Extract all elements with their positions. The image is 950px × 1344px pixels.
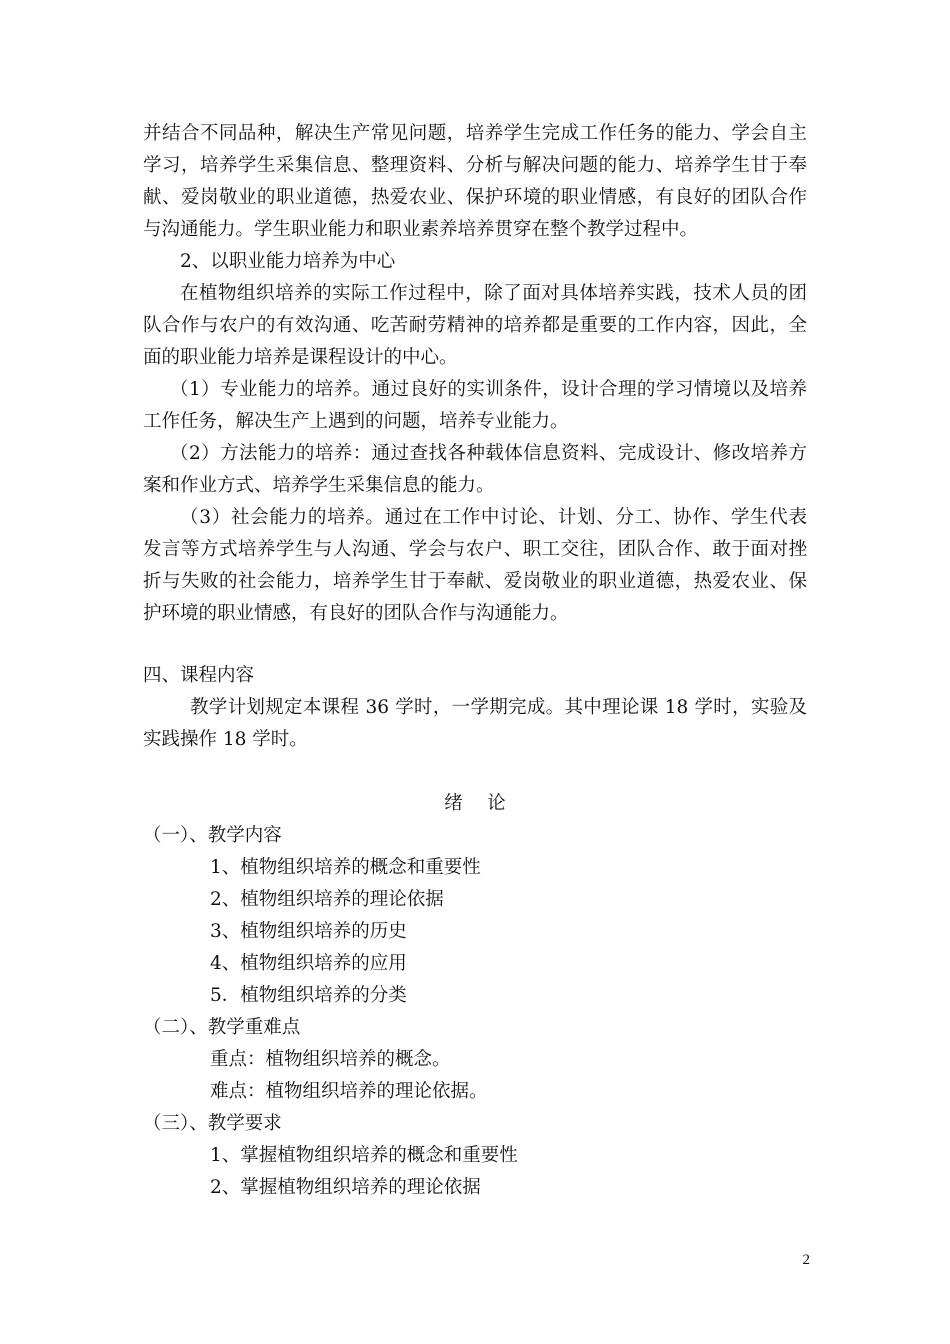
- key-point: 重点：植物组织培养的概念。: [210, 1049, 451, 1070]
- item3-line: （3）社会能力的培养。通过在工作中讨论、计划、分工、协作、学生代表: [180, 507, 807, 528]
- content-item: 2、植物组织培养的理论依据: [210, 889, 444, 910]
- para2-line: 面的职业能力培养是课程设计的中心。: [143, 347, 458, 368]
- content-item: 5．植物组织培养的分类: [210, 985, 407, 1006]
- content-item: 1、植物组织培养的概念和重要性: [210, 857, 481, 878]
- section4-title: 四、课程内容: [143, 665, 255, 686]
- para2-line: 队合作与农户的有效沟通、吃苦耐劳精神的培养都是重要的工作内容，因此，全: [143, 315, 807, 336]
- content-heading: （一）、教学内容: [143, 825, 282, 846]
- req-item: 1、掌握植物组织培养的概念和重要性: [210, 1145, 518, 1166]
- para1-line: 献、爱岗敬业的职业道德，热爱农业、保护环境的职业情感，有良好的团队合作: [143, 187, 807, 208]
- section4-line: 教学计划规定本课程 36 学时，一学期完成。其中理论课 18 学时，实验及: [190, 697, 807, 718]
- para1-line: 学习，培养学生采集信息、整理资料、分析与解决问题的能力、培养学生甘于奉: [143, 155, 807, 176]
- item3-line: 折与失败的社会能力，培养学生甘于奉献、爱岗敬业的职业道德，热爱农业、保: [143, 571, 807, 592]
- item2-line: （2）方法能力的培养：通过查找各种载体信息资料、完成设计、修改培养方: [170, 443, 807, 464]
- difficult-point: 难点：植物组织培养的理论依据。: [210, 1081, 488, 1102]
- item3-line: 发言等方式培养学生与人沟通、学会与农户、职工交往，团队合作、敢于面对挫: [143, 539, 807, 560]
- content-item: 3、植物组织培养的历史: [210, 921, 407, 942]
- req-heading: （三）、教学要求: [143, 1113, 282, 1134]
- para1-line: 并结合不同品种，解决生产常见问题，培养学生完成工作任务的能力、学会自主: [143, 123, 807, 144]
- section4-line: 实践操作 18 学时。: [143, 729, 308, 750]
- chapter-title: 绪 论: [444, 793, 506, 814]
- page-number: 2: [802, 1252, 810, 1268]
- para2-line: 在植物组织培养的实际工作过程中，除了面对具体培养实践，技术人员的团: [180, 283, 807, 304]
- content-item: 4、植物组织培养的应用: [210, 953, 407, 974]
- item2-line: 案和作业方式、培养学生采集信息的能力。: [143, 475, 495, 496]
- item1-line: 工作任务，解决生产上遇到的问题，培养专业能力。: [143, 411, 569, 432]
- para1-line: 与沟通能力。学生职业能力和职业素养培养贯穿在整个教学过程中。: [143, 219, 699, 240]
- item1-line: （1）专业能力的培养。通过良好的实训条件，设计合理的学习情境以及培养: [170, 379, 807, 400]
- req-item: 2、掌握植物组织培养的理论依据: [210, 1177, 481, 1198]
- key-heading: （二）、教学重难点: [143, 1017, 301, 1038]
- item3-line: 护环境的职业情感，有良好的团队合作与沟通能力。: [143, 603, 569, 624]
- section-heading: 2、以职业能力培养为中心: [180, 251, 396, 272]
